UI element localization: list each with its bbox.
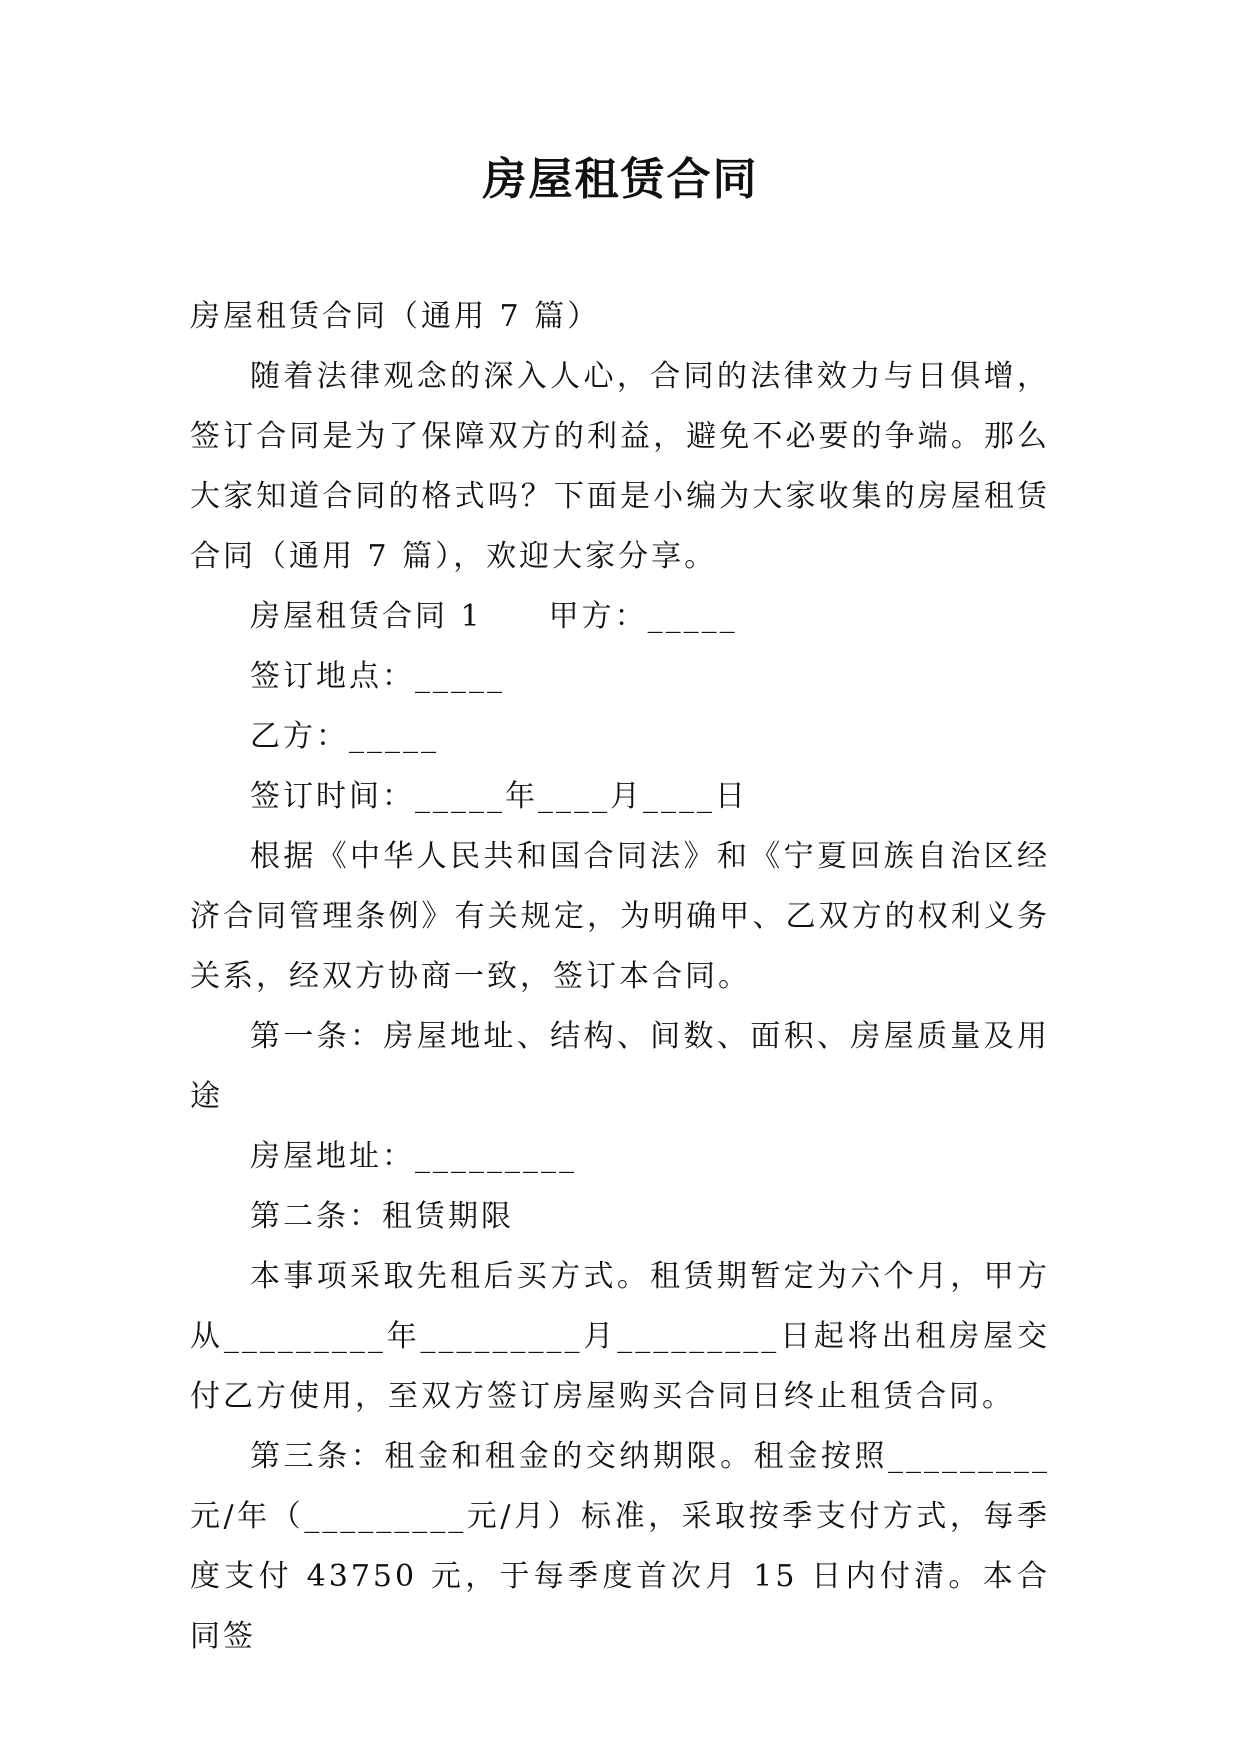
article-1-heading: 第一条：房屋地址、结构、间数、面积、房屋质量及用途 — [190, 1019, 1050, 1114]
document-subtitle: 房屋租赁合同（通用 7 篇） — [190, 299, 601, 334]
article-2-heading: 第二条：租赁期限 — [250, 1199, 514, 1234]
lease-term-paragraph: 本事项采取先租后买方式。租赁期暂定为六个月，甲方从_________年_________月_________日起将出租房屋交付乙方使用，至双方签订房屋购买合同日终止租赁合同。 — [190, 1259, 1050, 1414]
legal-basis-paragraph: 根据《中华人民共和国合同法》和《宁夏回族自治区经济合同管理条例》有关规定，为明确甲、乙双方的权利义务关系，经双方协商一致，签订本合同。 — [190, 839, 1050, 994]
house-address-field: 房屋地址：_________ — [250, 1139, 577, 1174]
party-b-field: 乙方：_____ — [250, 719, 439, 754]
article-3-paragraph: 第三条：租金和租金的交纳期限。租金按照_________元/年（_________元/月）标准，采取按季支付方式，每季度支付 43750 元，于每季度首次月 15 日内付清。本合同签 — [190, 1439, 1050, 1654]
document-title: 房屋租赁合同 — [482, 154, 759, 205]
intro-paragraph: 随着法律观念的深入人心，合同的法律效力与日俱增，签订合同是为了保障双方的利益，避免不必要的争端。那么大家知道合同的格式吗？下面是小编为大家收集的房屋租赁合同（通用 7 篇），欢迎大家分享。 — [190, 359, 1050, 574]
document-body — [190, 287, 1050, 1667]
contract-heading-party-a: 房屋租赁合同 1 甲方：_____ — [250, 599, 738, 634]
signing-date-field: 签订时间：_____年____月____日 — [250, 779, 748, 814]
signing-place-field: 签订地点：_____ — [250, 659, 505, 694]
